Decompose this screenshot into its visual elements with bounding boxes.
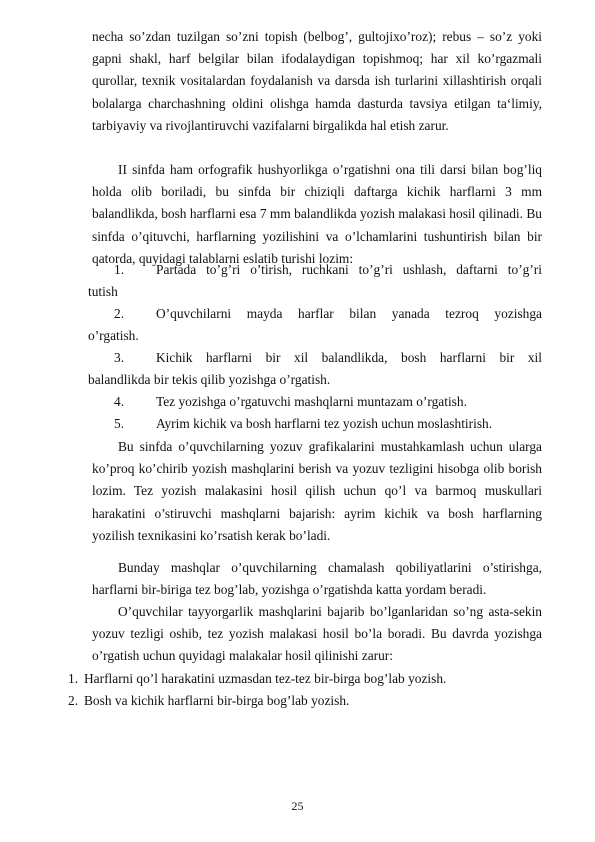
list-item-number: 5. xyxy=(114,416,125,431)
list-item-number: 1. xyxy=(114,262,125,277)
list-item-text: O’quvchilarni mayda harflar bilan yanada tezroq yozishga xyxy=(156,306,542,321)
paragraph-intro: necha so’zdan tuzilgan so’zni topish (belbog’, gultojixo’roz); rebus – so’z yoki gapni shakl, harf belgilar bilan ifodalaydigan topishmoq; har xil ko’rgazmali qurollar, texnik vositalardan foydalanish va darsda ish turlarini xillashtirish orqali bolalarga charchashning oldini olishga hamda dasturda tavsiya etilgan ta‘limiy, tarbiyaviy va rivojlantiruvchi vazifalarni birgalikda hal etish zarur. xyxy=(92,29,542,133)
list-item-number: 2. xyxy=(114,306,125,321)
page-number: 25 xyxy=(291,799,304,813)
list-item-text: Ayrim kichik va bosh harflarni tez yozish uchun moslashtirish. xyxy=(156,416,493,431)
list-item xyxy=(92,391,542,413)
paragraph-speed: O’quvchilar tayyorgarlik mashqlarini bajarib bo’lganlaridan so’ng asta-sekin yozuv tezligi oshib, tez yozish malakasi hosil bo’la boradi. Bu davrda yozishga o’rgatish uchun quyidagi malakalar hosil qilinishi zarur: xyxy=(92,604,542,664)
list-item-text: Tez yozishga o’rgatuvchi mashqlarni muntazam o’rgatish. xyxy=(156,394,467,409)
final-list-text: Harflarni qo’l harakatini uzmasdan tez-tez bir-birga bog’lab yozish. xyxy=(84,671,447,686)
list-item-text: Partada to’g’ri o’tirish, ruchkani to’g’ri ushlash, daftarni to’g’ri xyxy=(156,262,542,277)
paragraph-grade-two: II sinfda ham orfografik hushyorlikga o’rgatishni ona tili darsi bilan bog’liq holda olib boriladi, bu sinfda bir chiziqli daftarga kichik harflarni 3 mm balandlikda, bosh harflarni esa 7 mm balandlikda yozish malakasi hosil qilinadi. Bu sinfda o’qituvchi, harflarning yozilishini va o’lchamlarini tushuntirish bilan bir qatorda, quyidagi talablarni eslatib turishi lozim: xyxy=(92,162,542,266)
final-list-item xyxy=(68,690,349,712)
final-list-number: 2. xyxy=(68,693,79,708)
final-list-item xyxy=(68,668,446,690)
paragraph-estimation: Bunday mashqlar o’quvchilarning chamalash qobiliyatlarini o’stirishga, harflarni bir-biriga tez bog’lab, yozishga o’rgatishda katta yordam beradi. xyxy=(92,560,542,598)
list-item-continuation: tutish xyxy=(88,284,118,300)
final-list-text: Bosh va kichik harflarni bir-birga bog’lab yozish. xyxy=(84,693,350,708)
list-item-number: 4. xyxy=(114,394,125,409)
final-list-number: 1. xyxy=(68,671,79,686)
list-item xyxy=(88,303,542,347)
list-item xyxy=(92,413,542,435)
list-item-continuation: o’rgatish. xyxy=(88,328,139,344)
list-item-continuation: balandlikda bir tekis qilib yozishga o’rgatish. xyxy=(88,372,331,388)
list-item xyxy=(88,259,542,303)
list-item xyxy=(88,347,542,391)
paragraph-exercises: Bu sinfda o’quvchilarning yozuv grafikalarini mustahkamlash uchun ularga ko’proq ko’chirib yozish mashqlarini berish va yozuv tezligini hisobga olib borish lozim. Tez yozish malakasini hosil qilish uchun qo’l va barmoq muskullari harakatini o’stiruvchi mashqlarni bajarish: ayrim kichik va bosh harflarning yozilish texnikasini ko’rsatish kerak bo’ladi. xyxy=(92,439,542,543)
list-item-number: 3. xyxy=(114,350,125,365)
list-item-text: Kichik harflarni bir xil balandlikda, bosh harflarni bir xil xyxy=(156,350,542,365)
